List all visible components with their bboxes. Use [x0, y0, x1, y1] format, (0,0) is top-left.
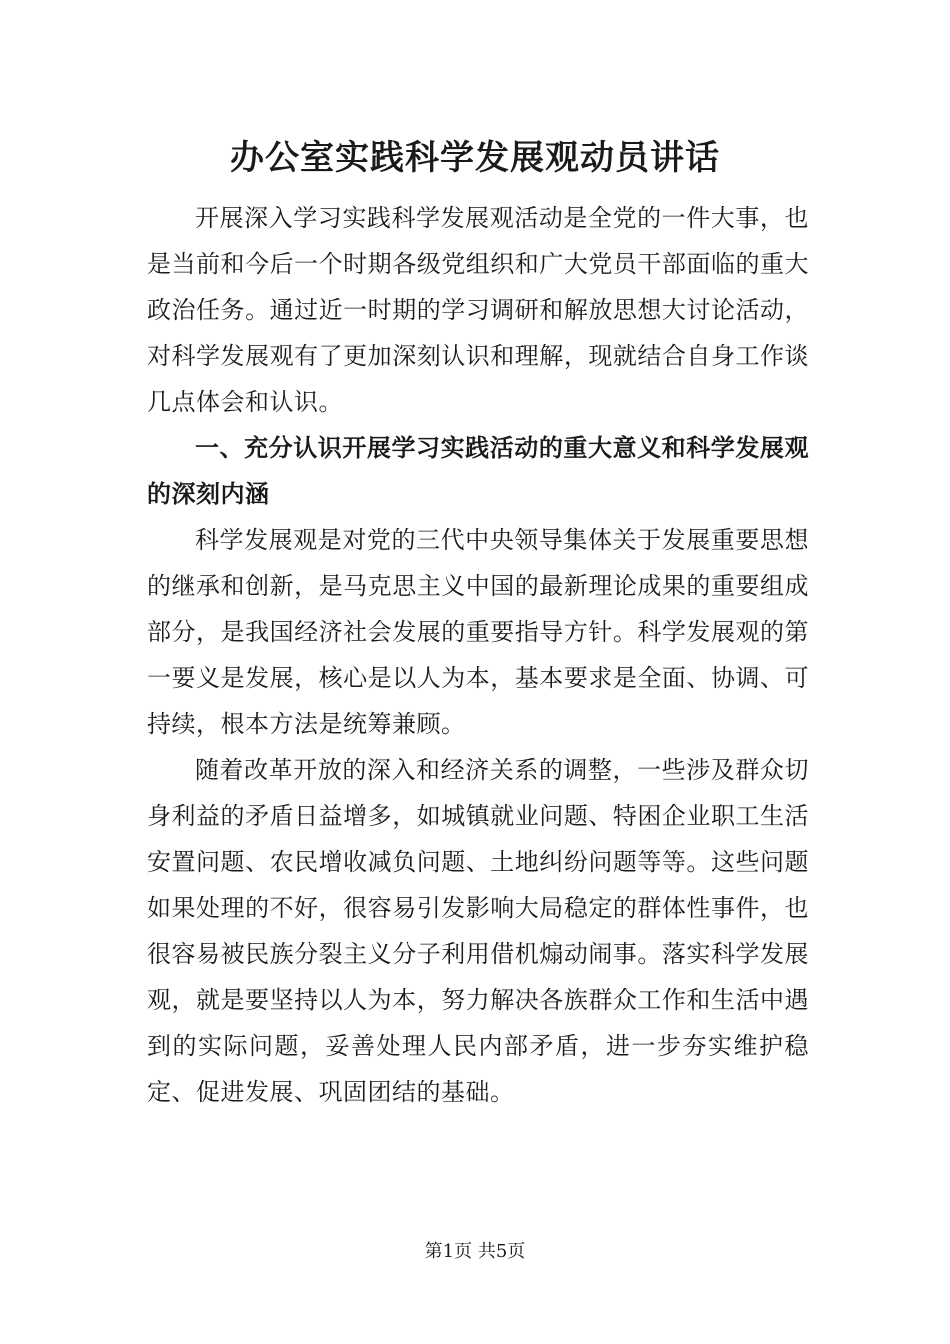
section-heading-1: 一、充分认识开展学习实践活动的重大意义和科学发展观的深刻内涵 [147, 433, 809, 508]
paragraph-reform-issues: 随着改革开放的深入和经济关系的调整，一些涉及群众切身利益的矛盾日益增多，如城镇就业问题、特困企业职工生活安置问题、农民增收减负问题、土地纠纷问题等等。这些问题如果处理的不好，很容易引发影响大局稳定的群体性事件，也很容易被民族分裂主义分子利用借机煽动闹事。落实科学发展观，就是要坚持以人为本，努力解决各族群众工作和生活中遇到的实际问题，妥善处理人民内部矛盾，进一步夯实维护稳定、促进发展、巩固团结的基础。 [147, 756, 809, 1106]
document-title: 办公室实践科学发展观动员讲话 [230, 138, 720, 178]
paragraph-scientific-outlook: 科学发展观是对党的三代中央领导集体关于发展重要思想的继承和创新，是马克思主义中国的最新理论成果的重要组成部分，是我国经济社会发展的重要指导方针。科学发展观的第一要义是发展，核心是以人为本，基本要求是全面、协调、可持续，根本方法是统筹兼顾。 [147, 526, 809, 738]
paragraph-intro: 开展深入学习实践科学发展观活动是全党的一件大事，也是当前和今后一个时期各级党组织和广大党员干部面临的重大政治任务。通过近一时期的学习调研和解放思想大讨论活动，对科学发展观有了更加深刻认识和理解，现就结合自身工作谈几点体会和认识。 [147, 204, 809, 416]
page-number-footer: 第1页 共5页 [424, 1241, 526, 1262]
document-body [147, 195, 809, 1115]
